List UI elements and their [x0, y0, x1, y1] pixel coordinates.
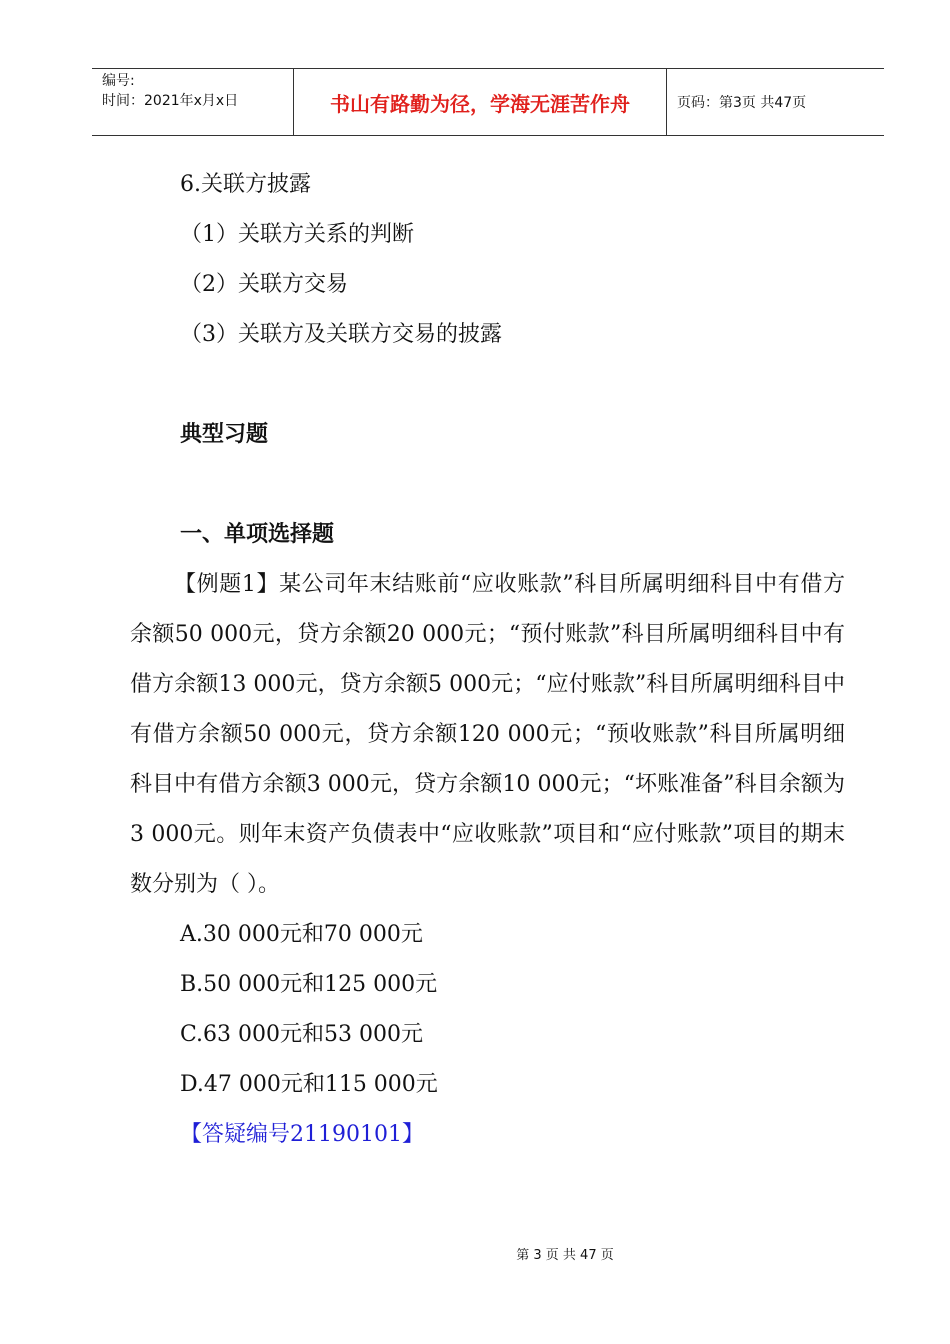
footer-page-number: 第 3 页 共 47 页: [516, 1248, 614, 1263]
option-d: D.47 000元和115 000元: [180, 1072, 438, 1097]
header-motto: 书山有路勤为径，学海无涯苦作舟: [294, 69, 667, 135]
option-b: B.50 000元和125 000元: [180, 972, 438, 997]
sub-item: （2）关联方交易: [180, 272, 348, 297]
document-body: [130, 160, 845, 1160]
option-c: C.63 000元和53 000元: [180, 1022, 423, 1047]
part-title: 一、单项选择题: [180, 522, 335, 547]
header-time-label: 时间：2021年x月x日: [102, 93, 239, 109]
header-meta: [92, 69, 294, 135]
page-footer: [0, 1244, 950, 1263]
section-title: 6.关联方披露: [180, 172, 311, 197]
sub-item: （3）关联方及关联方交易的披露: [180, 322, 502, 347]
question-text: 【例题1】某公司年末结账前“应收账款”科目所属明细科目中有借方余额50 000元，贷方余额20 000元；“预付账款”科目所属明细科目中有借方余额13 000元，贷方余额5 000元；“应付账款”科目所属明细科目中有借方余额50 000元，贷方余额120 000元；“预收账款”科目所属明细科目中有借方余额3 000元，贷方余额10 000元；“坏账准备”科目余额为3 000元。则年末资产负债表中“应收账款”项目和“应付账款”项目的期末数分别为（ ）。: [130, 572, 845, 897]
option-a: A.30 000元和70 000元: [180, 922, 423, 947]
typical-title: 典型习题: [180, 422, 269, 447]
header-code-label: 编号:: [102, 73, 135, 89]
sub-item: （1）关联方关系的判断: [180, 222, 414, 247]
header-page-info: 页码：第3页 共47页: [677, 95, 807, 111]
page-header: [92, 68, 884, 136]
answer-reference: 【答疑编号21190101】: [180, 1122, 424, 1147]
